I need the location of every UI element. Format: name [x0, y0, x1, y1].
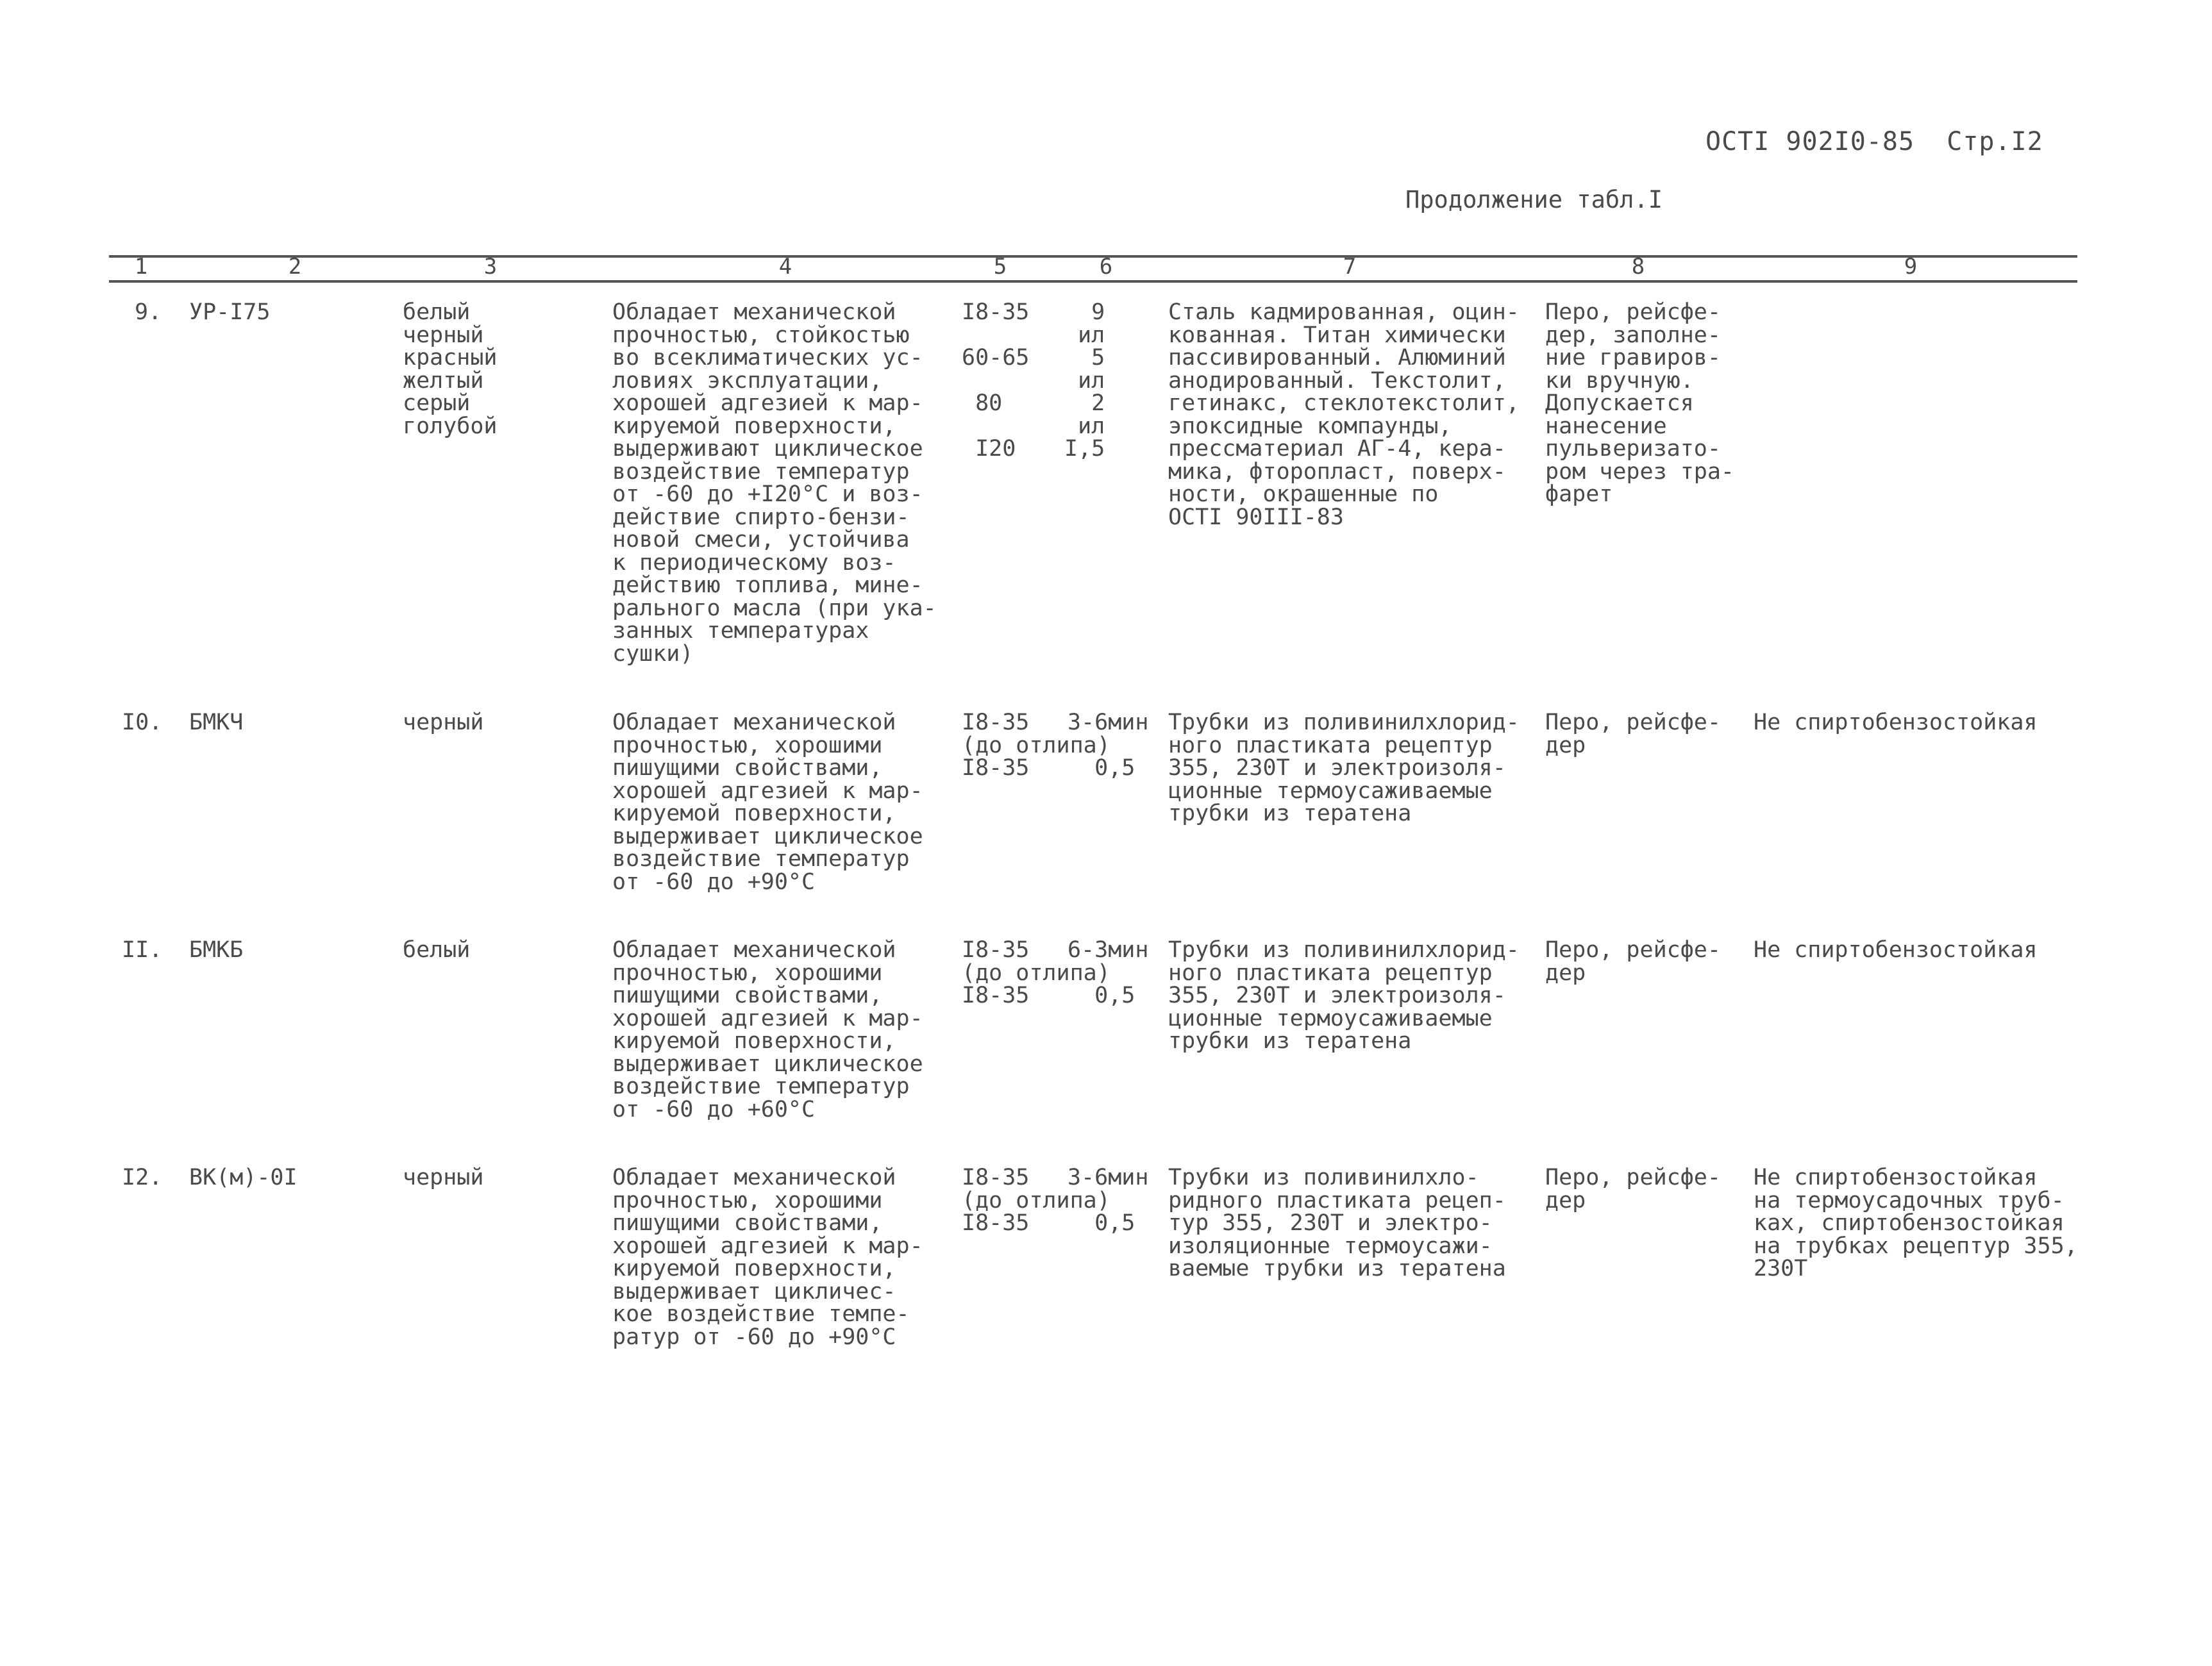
column-header-6: 6	[1099, 254, 1113, 279]
column-header-8: 8	[1631, 254, 1645, 279]
application-method: Перо, рейсфе- дер	[1545, 710, 1721, 758]
surface-materials: Трубки из поливинилхло- ридного пластиката рецеп- тур 355, 230Т и электро- изоляционные термоусажи- ваемые трубки из тератена	[1168, 1165, 1506, 1281]
paint-properties: Обладает механической прочностью, хорошими пишущими свойствами, хорошей адгезией к мар- кируемой поверхности, выдерживает циклическое воздействие температур от -60 до +60°C	[612, 937, 923, 1122]
drying-time: 3-6мин 0,5	[1068, 1165, 1149, 1236]
paint-properties: Обладает механической прочностью, хорошими пишущими свойствами, хорошей адгезией к мар- кируемой поверхности, выдерживает цикличес- кое воздействие темпе- ратур от -60 до +90°C	[612, 1165, 923, 1350]
paint-properties: Обладает механической прочностью, стойкостью во всеклиматических ус- ловиях эксплуатации, хорошей адгезией к мар- кируемой поверхности, выдерживают циклическое воздействие температур от -60 до +I20°C и воз- действие спирто-бензи- новой смеси, устойчива к периодическому воз- действию топлива, мине- рального масла (при ука- занных температурах сушки)	[612, 299, 937, 667]
document-code: ОСТI 902I0-85 Стр.I2	[1705, 127, 2043, 156]
column-header-2: 2	[288, 254, 302, 279]
column-header-1: 1	[134, 254, 148, 279]
paint-colors: белый черный красный желтый серый голубой	[403, 299, 498, 439]
paint-name: БМКБ	[189, 937, 244, 963]
application-method: Перо, рейсфе- дер, заполне- ние гравиров- ки вручную. Допускается нанесение пульверизато- ром через тра- фарет	[1545, 299, 1735, 507]
drying-temperature: I8-35 60-65 80 I20	[962, 299, 1030, 462]
column-header-4: 4	[778, 254, 792, 279]
application-method: Перо, рейсфе- дер	[1545, 937, 1721, 986]
table-continuation-label: Продолжение табл.I	[1405, 186, 1663, 213]
paint-name: БМКЧ	[189, 710, 244, 735]
paint-colors: белый	[403, 937, 471, 963]
drying-time: 3-6мин 0,5	[1068, 710, 1149, 781]
column-header-5: 5	[993, 254, 1007, 279]
column-header-3: 3	[483, 254, 498, 279]
surface-materials: Трубки из поливинилхлорид- ного пластиката рецептур 355, 230Т и электроизоля- ционные термоусаживаемые трубки из тератена	[1168, 710, 1520, 826]
paint-colors: черный	[403, 1165, 484, 1190]
table-header-bottom-rule	[109, 280, 2077, 283]
drying-time: 9 ил 5 ил 2 ил I,5	[1064, 299, 1105, 462]
paint-name: ВК(м)-0I	[189, 1165, 297, 1190]
row-number: 9.	[135, 299, 162, 325]
paint-colors: черный	[403, 710, 484, 735]
row-note: Не спиртобензостойкая	[1754, 710, 2038, 735]
drying-temperature: I8-35 (до отлипа) I8-35	[962, 1165, 1110, 1236]
row-note: Не спиртобензостойкая на термоусадочных труб- ках, спиртобензостойкая на трубках рецептур 355, 230Т	[1754, 1165, 2078, 1281]
row-number: II.	[122, 937, 163, 963]
drying-temperature: I8-35 (до отлипа) I8-35	[962, 710, 1110, 781]
row-number: I2.	[122, 1165, 163, 1190]
surface-materials: Сталь кадмированная, оцин- кованная. Титан химически пассивированный. Алюминий анодированный. Текстолит, гетинакс, стеклотекстолит, эпоксидные компаунды, прессматериал АГ-4, кера- мика, фторопласт, поверх- ности, окрашенные по ОСТI 90III-83	[1168, 299, 1520, 530]
application-method: Перо, рейсфе- дер	[1545, 1165, 1721, 1213]
drying-time: 6-3мин 0,5	[1068, 937, 1149, 1008]
paint-properties: Обладает механической прочностью, хорошими пишущими свойствами, хорошей адгезией к мар- кируемой поверхности, выдерживает циклическое воздействие температур от -60 до +90°C	[612, 710, 923, 895]
paint-name: УР-I75	[189, 299, 271, 325]
surface-materials: Трубки из поливинилхлорид- ного пластиката рецептур 355, 230Т и электроизоля- ционные термоусаживаемые трубки из тератена	[1168, 937, 1520, 1054]
drying-temperature: I8-35 (до отлипа) I8-35	[962, 937, 1110, 1008]
row-note: Не спиртобензостойкая	[1754, 937, 2038, 963]
column-header-7: 7	[1343, 254, 1357, 279]
column-header-9: 9	[1904, 254, 1918, 279]
row-number: I0.	[122, 710, 163, 735]
